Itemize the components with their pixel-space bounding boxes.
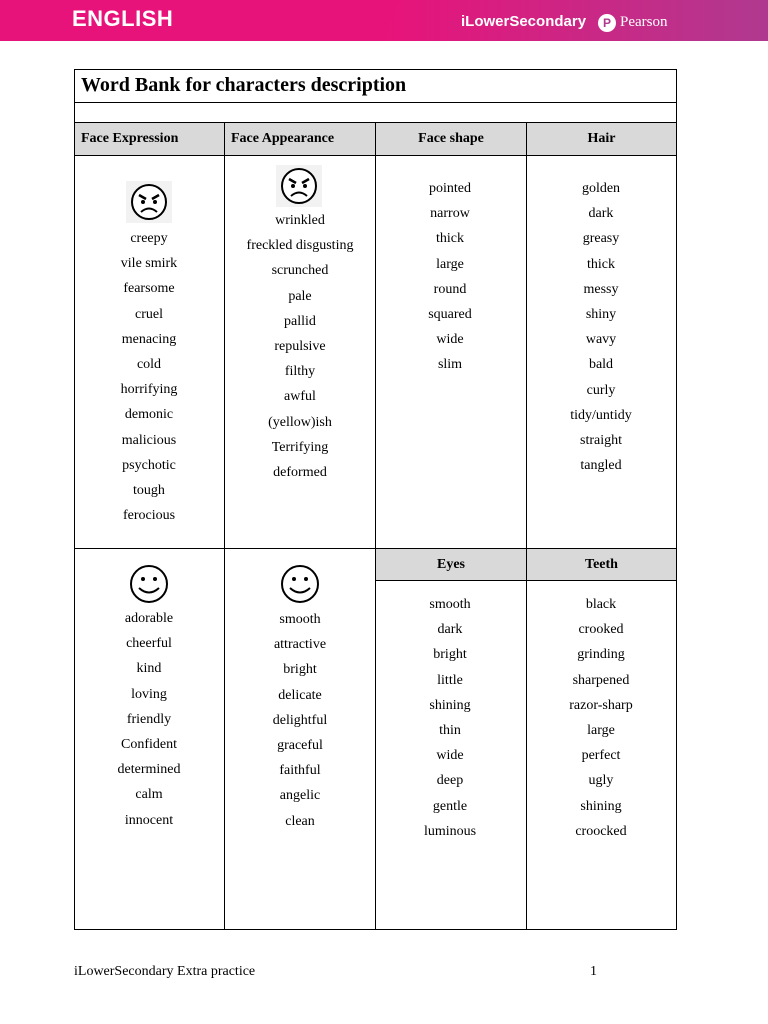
word-item: kind (136, 661, 162, 677)
word-item: round (433, 281, 467, 297)
face-appearance-negative-list (225, 208, 375, 485)
word-item: cold (136, 356, 162, 372)
word-item: horrifying (120, 382, 178, 398)
footer-text: iLowerSecondary Extra practice (74, 964, 256, 979)
page-number: 1 (590, 964, 597, 979)
word-item: cheerful (126, 636, 172, 652)
page-title: Word Bank for characters description (81, 74, 407, 96)
word-item: croocked (575, 823, 627, 839)
word-item: tidy/untidy (570, 407, 632, 423)
word-item: dark (588, 206, 614, 222)
word-item: determined (117, 762, 181, 778)
angry-face-icon (276, 165, 322, 207)
word-item: thick (436, 231, 464, 247)
word-item: filthy (284, 364, 316, 380)
word-item: pale (288, 288, 312, 304)
word-item: dark (437, 622, 463, 638)
header-face-expression: Face Expression (75, 123, 224, 155)
word-item: gentle (432, 798, 468, 814)
header-banner (0, 0, 768, 41)
word-item: wrinkled (275, 213, 325, 228)
header-face-shape: Face shape (376, 123, 526, 155)
word-item: loving (131, 686, 167, 702)
word-item: repulsive (274, 338, 326, 354)
word-item: wide (436, 332, 464, 348)
divider (74, 102, 677, 103)
word-item: faithful (279, 763, 321, 779)
word-item: shining (580, 798, 622, 814)
word-item: little (437, 672, 463, 688)
word-item: wide (436, 748, 464, 764)
word-item: scrunched (271, 263, 329, 279)
word-item: smooth (279, 612, 321, 627)
word-item: angelic (279, 788, 321, 804)
pearson-logo-icon: P (598, 14, 616, 32)
word-item: shiny (585, 306, 617, 322)
word-item: Confident (121, 736, 177, 752)
word-item: menacing (121, 331, 177, 347)
word-item: curly (586, 382, 616, 398)
word-item: straight (580, 432, 622, 448)
word-item: delightful (272, 712, 328, 728)
word-item: ferocious (122, 508, 176, 524)
word-item: adorable (124, 611, 174, 626)
word-item: attractive (273, 637, 327, 653)
word-item: razor-sharp (569, 697, 633, 713)
word-item: golden (581, 181, 621, 196)
word-item: friendly (126, 711, 172, 727)
teeth-list (526, 592, 676, 844)
word-item: cruel (135, 306, 163, 322)
word-item: fearsome (123, 281, 175, 297)
word-item: ugly (588, 773, 614, 789)
word-item: squared (428, 306, 472, 322)
word-item: thick (587, 256, 615, 272)
eyes-list (375, 592, 525, 844)
word-item: Terrifying (271, 439, 329, 455)
word-item: luminous (423, 823, 477, 839)
smiley-face-icon (279, 563, 321, 605)
word-item: vile smirk (120, 256, 178, 272)
word-item: wavy (585, 332, 617, 348)
word-item: bright (433, 647, 467, 663)
face-shape-list (375, 176, 525, 378)
word-item: delicate (278, 687, 322, 703)
word-item: bright (283, 662, 317, 678)
face-expression-negative-list (74, 226, 224, 528)
word-item: pallid (284, 313, 316, 329)
publisher-name: Pearson (620, 14, 668, 30)
word-item: large (587, 722, 615, 738)
hair-list (526, 176, 676, 478)
word-item: innocent (124, 812, 174, 828)
word-item: deformed (273, 464, 327, 480)
word-item: clean (285, 813, 315, 829)
header-eyes: Eyes (376, 549, 526, 580)
smiley-face-icon (128, 563, 170, 605)
word-item: psychotic (122, 457, 176, 473)
word-item: crooked (578, 622, 624, 638)
word-item: awful (284, 389, 316, 405)
word-item: messy (583, 281, 619, 297)
word-item: calm (135, 787, 163, 803)
word-item: freckled disgusting (246, 238, 354, 254)
word-item: malicious (121, 432, 177, 448)
word-item: graceful (277, 737, 323, 753)
word-item: (yellow)ish (268, 414, 332, 430)
header-teeth: Teeth (527, 549, 676, 580)
word-item: tangled (580, 458, 622, 474)
word-item: demonic (124, 407, 174, 423)
word-item: slim (437, 357, 463, 373)
word-item: black (585, 597, 617, 612)
word-item: tough (133, 482, 165, 498)
header-hair: Hair (527, 123, 676, 155)
subject-label: ENGLISH (72, 6, 174, 31)
word-item: perfect (581, 748, 621, 764)
word-item: shining (429, 697, 471, 713)
word-item: large (436, 256, 464, 272)
word-item: deep (436, 773, 464, 789)
word-item: smooth (429, 597, 471, 612)
angry-face-icon (126, 181, 172, 223)
word-item: creepy (130, 231, 168, 246)
face-expression-positive-list (74, 606, 224, 833)
word-item: bald (588, 357, 614, 373)
word-item: greasy (582, 231, 620, 247)
word-item: pointed (429, 181, 471, 196)
word-item: sharpened (572, 672, 630, 688)
header-face-appearance: Face Appearance (225, 123, 375, 155)
brand-name: iLowerSecondary (461, 13, 587, 30)
word-item: thin (439, 722, 461, 738)
word-item: grinding (577, 647, 625, 663)
face-appearance-positive-list (225, 607, 375, 834)
word-item: narrow (430, 206, 470, 222)
